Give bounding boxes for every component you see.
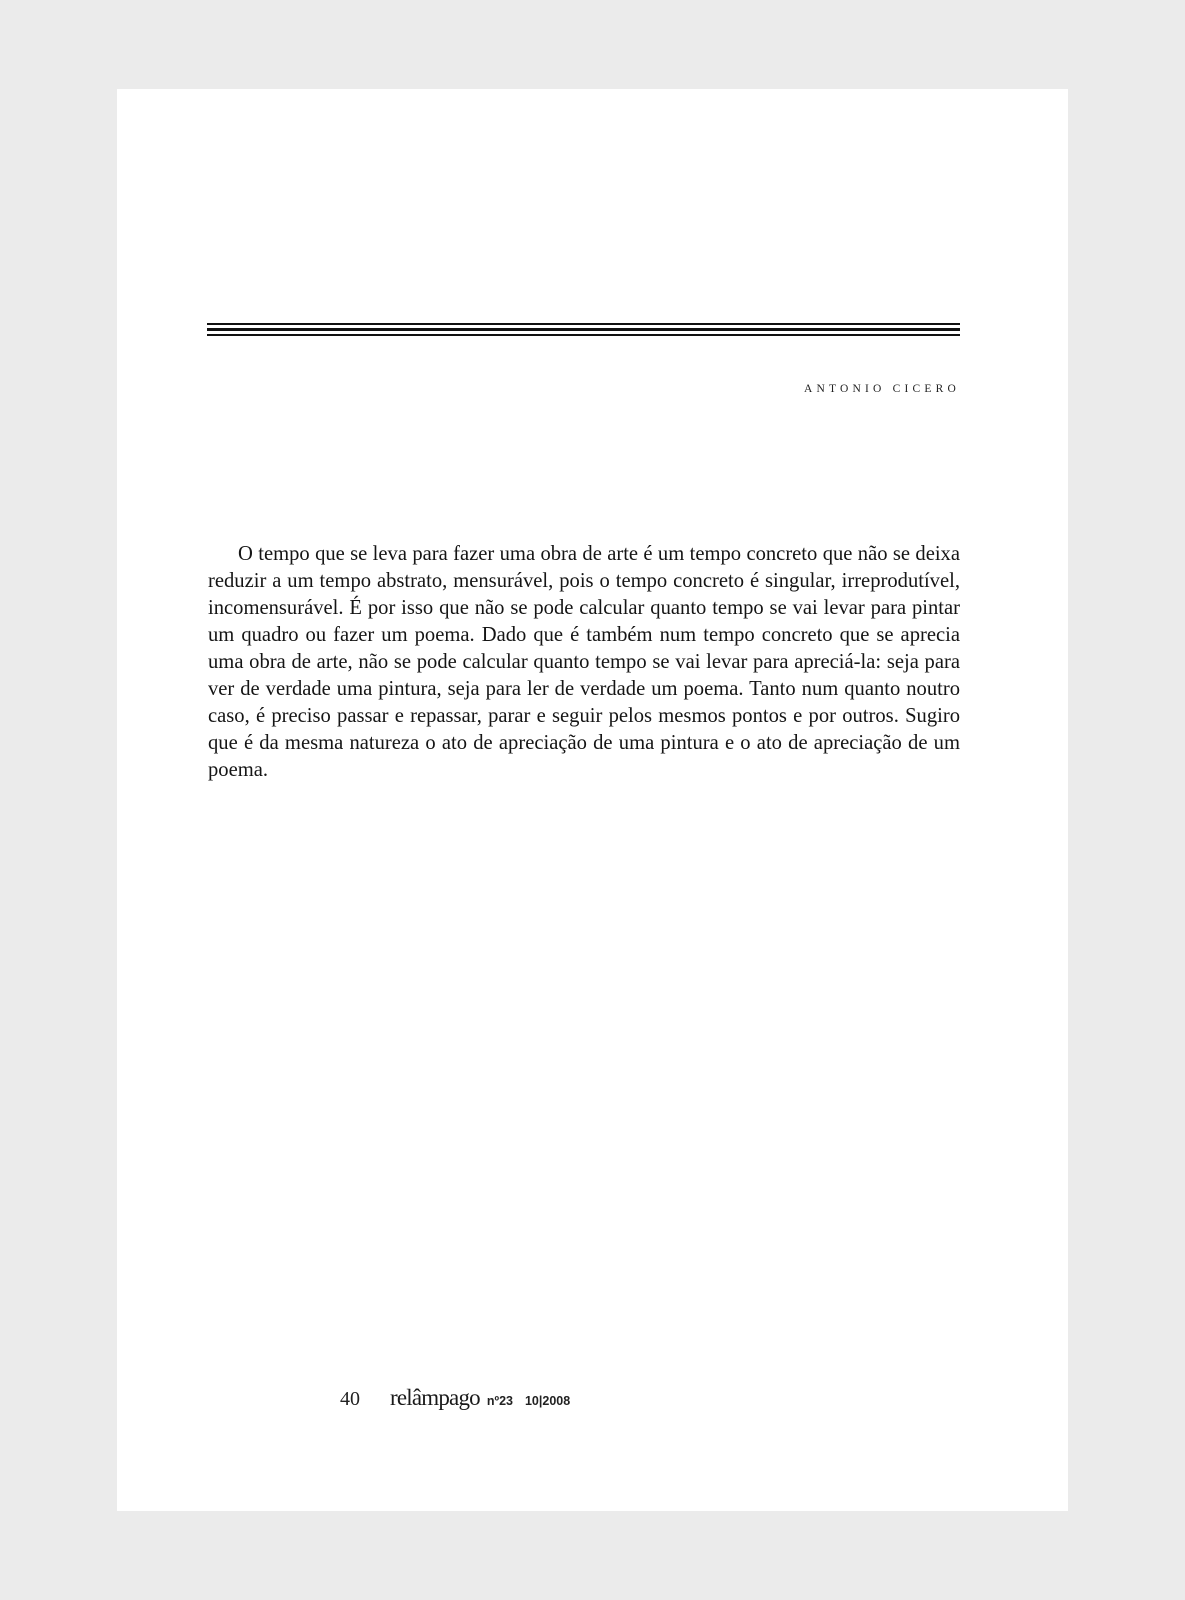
issue-number: nº23 <box>486 1394 513 1408</box>
body-paragraph: O tempo que se leva para fazer uma obra de arte é um tempo concreto que não se deixa reduzir a um tempo abstrato, mensurável, pois o tempo concreto é singular, irreprodutível, incomensurável. É por isso que não se pode calcular quanto tempo se vai levar para pintar um quadro ou fazer um poema. Dado que é também num tempo concreto que se aprecia uma obra de arte, não se pode calcular quanto tempo se vai levar para apreciá-la: seja para ver de verdade uma pintura, seja para ler de verdade um poema. Tanto num quanto noutro caso, é preciso passar e repassar, parar e seguir pelos mesmos pontos e por outros. Sugiro que é da mesma natureza o ato de apreciação de uma pintura e o ato de apreciação de um poema. <box>208 543 960 781</box>
page-footer <box>340 1385 570 1411</box>
header-rule-top <box>207 323 960 325</box>
issue-date: 10|2008 <box>524 1394 571 1408</box>
author-name: ANTONIO CICERO <box>803 383 960 395</box>
magazine-name: relâmpago <box>390 1385 480 1410</box>
document-page <box>117 89 1068 1511</box>
header-rule-middle <box>207 328 960 331</box>
header-rule-bottom <box>207 334 960 336</box>
page-number: 40 <box>340 1388 360 1410</box>
